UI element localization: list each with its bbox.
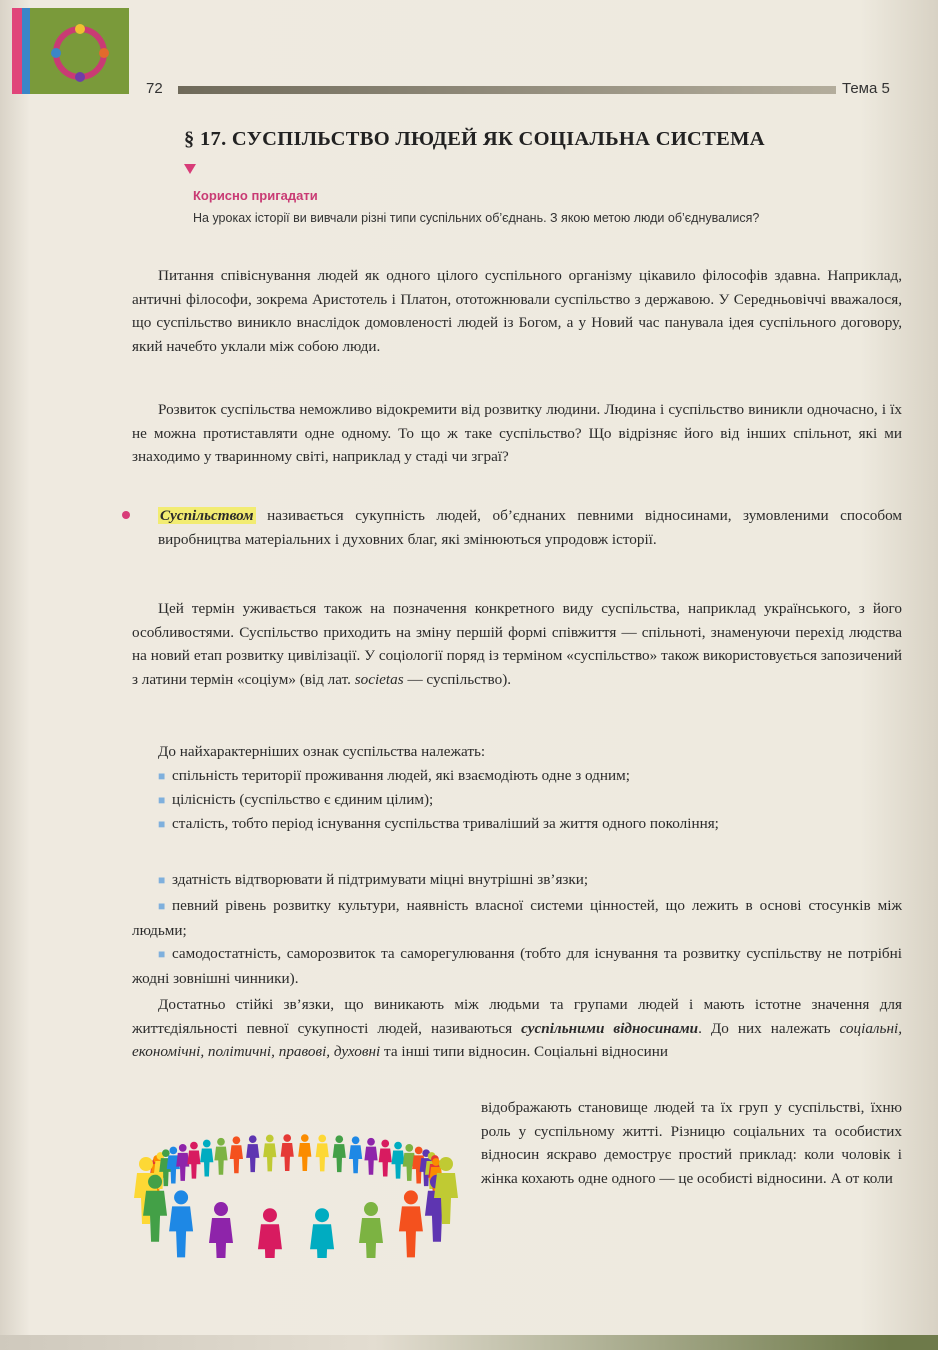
paragraph-2-text: Розвиток суспільства неможливо відокремити від розвитку людини. Людина і суспільство виникли одночасно, і їх не можна протиставляти одне одному. То що ж таке суспільство? Що відрізняє його від інших спільнот, які ми знаходимо у тваринному світі, наприклад у стаді чи зграї? [132,401,902,466]
definition-block [158,504,902,551]
recall-heading: Корисно пригадати [193,188,318,203]
paragraph-3 [132,597,902,692]
bullet-icon: ■ [158,793,166,807]
paragraph-1-text: Питання співіснування людей як одного цілого суспільного організму цікавило філософів здавна. Наприклад, античні філософи, зокрема Аристотель і Платон, ототожнювали суспільство з державою. У Середньовіччі вважалося, що суспільство виникло внаслідок домовленості людей із Богом, а у Новий час панувала ідея суспільного договору, який начебто уклали між собою люди. [132,267,902,356]
list-item-text: сталість, тобто період існування суспільства триваліший за життя одного покоління; [172,815,719,832]
recall-text: На уроках історії ви вивчали різні типи суспільних об’єднань. З якою метою люди об’єднувалися? [193,211,760,225]
bullet-icon: ■ [158,899,166,913]
people-circle-logo-icon [40,18,120,88]
paragraph-4 [132,740,902,764]
definition-bullet-icon [122,511,130,519]
latin-term: societas [354,671,404,689]
list-item-text: цілісність (суспільство є єдиним цілим); [172,791,434,808]
list-item-text: здатність відтворювати й підтримувати міцні внутрішні зв’язки; [172,871,589,888]
bullet-icon: ■ [158,769,166,783]
people-circle-illustration [128,1112,464,1258]
paragraph-5-text-b: . До них належать [698,1019,840,1037]
list-item-text: певний рівень розвитку культури, наявність власної системи цінностей, що лежить в основі стосунків між людьми; [132,897,902,939]
paragraph-4-text: До найхарактерніших ознак суспільства належать: [158,743,486,760]
list-item-text: спільність території проживання людей, які взаємодіють одне з одним; [172,767,630,784]
paragraph-3-text-a: Цей термін уживається також на позначення конкретного виду суспільства, наприклад українського, з його особливостями. Суспільство приходить на зміну першій формі співжиття — спільноті, знаменуючи перехід людства на новий етап розвитку цивілізації. У соціології поряд із терміном «суспільство» також використовується запозичений з латини термін «соціум» (від лат. [132,600,902,689]
list-item [132,812,902,837]
arrow-down-icon [184,164,196,174]
bullet-icon: ■ [158,873,166,887]
paragraph-3-text-b: — суспільство). [403,671,512,689]
social-relations-term: суспільними відносинами [521,1019,699,1037]
page-edge [0,1335,938,1350]
paragraph-1 [132,264,902,359]
header-rule [178,86,836,94]
bullet-icon: ■ [158,947,166,961]
list-item [132,942,902,990]
list-item [132,764,902,789]
paragraph-5 [132,993,902,1064]
list-item-text: самодостатність, саморозвиток та саморегулювання (тобто для існування та розвитку суспільству не потрібні жодні зовнішні чинники). [132,945,902,987]
bullet-icon: ■ [158,817,166,831]
definition-term: Суспільством [160,507,254,524]
paragraph-5-text-a: Достатньо стійкі зв’язки, що виникають між людьми та групами людей і мають істотне значення для життєдіяльності певної сукупності людей, називаються [132,996,902,1037]
list-item [132,868,902,893]
list-item [132,788,902,813]
list-item [132,894,902,942]
relation-types: соціальні, економічні, політичні, правові, духовні [132,1019,902,1061]
section-title: § 17. СУСПІЛЬСТВО ЛЮДЕЙ ЯК СОЦІАЛЬНА СИСТЕМА [184,128,765,150]
topic-label: Тема 5 [842,80,890,97]
page-number: 72 [146,80,163,97]
paragraph-2 [132,398,902,469]
definition-text: називається сукупність людей, об’єднаних певними відносинами, зумовленими способом виробництва матеріальних і духовних благ, які змінюються упродовж історії. [158,507,902,548]
paragraph-5-text-c: та інші типи відносин. Соціальні відносини [380,1043,668,1061]
corner-logo [12,8,129,94]
paragraph-6: відображають становище людей та їх груп у суспільстві, їхню роль у суспільному житті. Різницю соціальних та особистих відносин яскраво демострує простий приклад: коли чоловік і жінка кохають одне одного — це особисті відносини. А от коли [481,1099,902,1188]
